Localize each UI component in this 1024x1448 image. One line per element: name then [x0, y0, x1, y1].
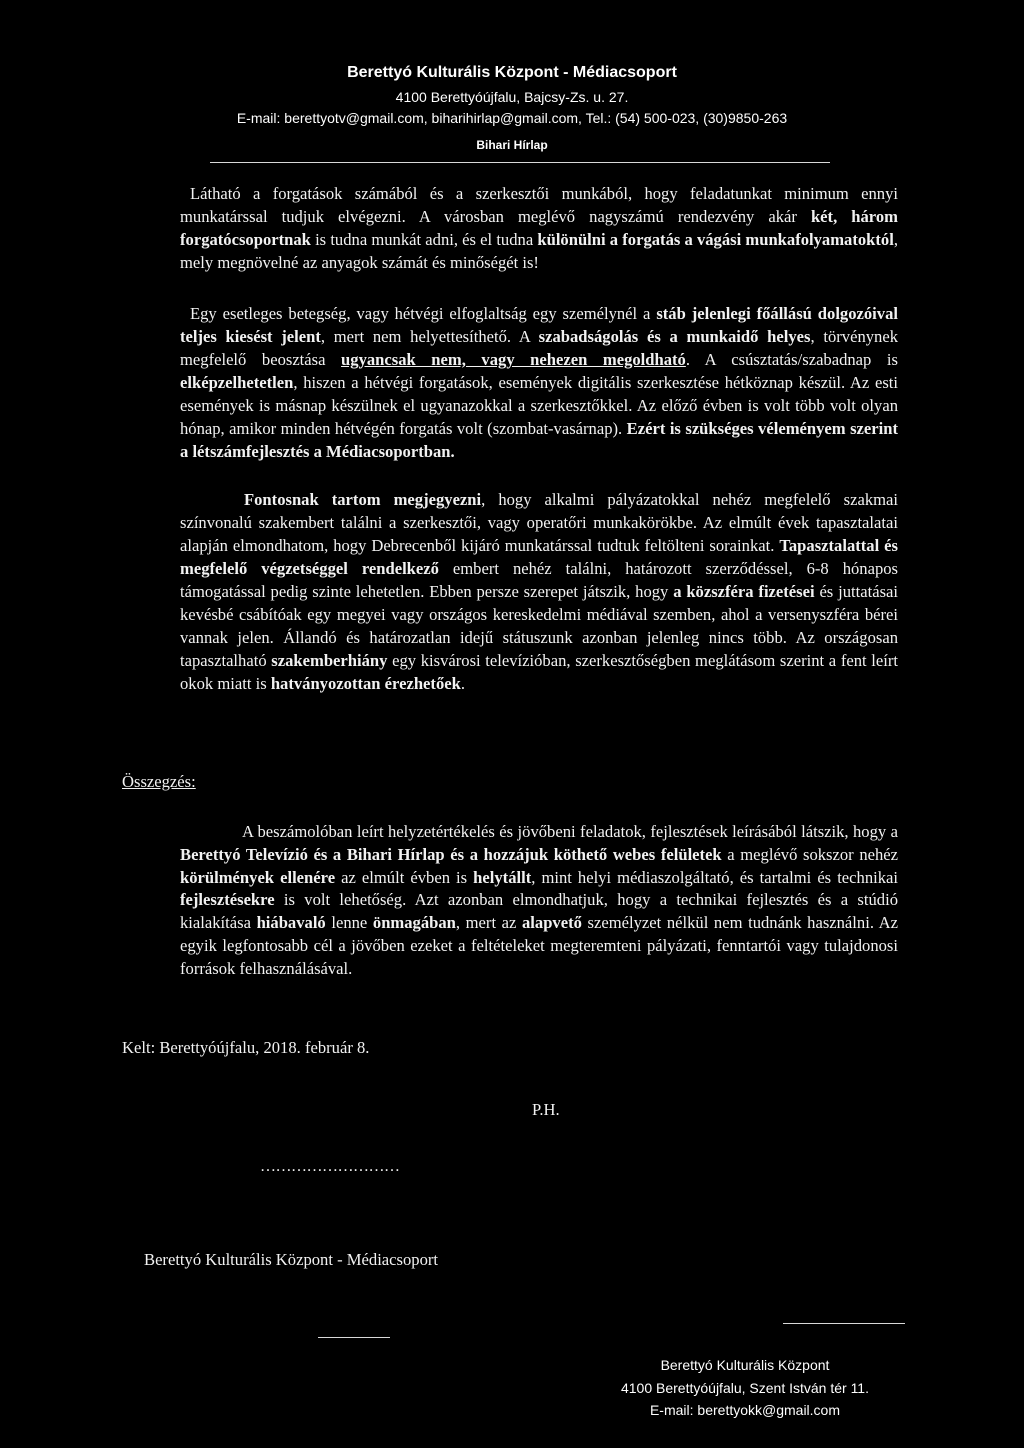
header-publication: Bihari Hírlap — [476, 138, 548, 152]
paragraph-absence-risk: Egy esetleges betegség, vagy hétvégi elfoglaltság egy személynél a stáb jelenlegi főállású dolgozóival teljes kiesést jelent, mert nem helyettesíthető. A szabadságolás és a munkaidő helyes, törvénynek megfelelő beosztása ugyancsak nem, vagy nehezen megoldható. A csúsztatás/szabadnap is elképzelhetetlen, hiszen a hétvégi forgatások, események digitális szerkesztése hétköznap készül. Az esti események is másnap készülnek el ugyanazokkal a szerkesztőkkel. Az előző évben is volt több volt olyan hónap, amikor minden hétvégén forgatás volt (szombat-vasárnap). Ezért is szükséges véleményem szerint a létszámfejlesztés a Médiacsoportban. — [180, 304, 898, 461]
paragraph-summary: A beszámolóban leírt helyzetértékelés és jövőbeni feladatok, fejlesztések leírásából látszik, hogy a Berettyó Televízió és a Bihari Hírlap és a hozzájuk köthető webes felületek a meglévő sokszor nehéz körülmények ellenére az elmúlt évben is helytállt, mint helyi médiaszolgáltató, és tartalmi és technikai fejlesztésekre is volt lehetőség. Azt azonban elmondhatjuk, hogy a technikai fejlesztés és a stúdió kialakítása hiábavaló lenne önmagában, mert az alapvető személyzet nélkül nem tudnánk használni. Az egyik legfontosabb cél a jövőben ezeket a feltételeket megteremteni pályázati, fenntartói vagy tulajdonosi források felhasználásával. — [180, 822, 899, 978]
footer-address: 4100 Berettyóújfalu, Szent István tér 11. — [620, 1380, 869, 1396]
paragraph-recruitment: Fontosnak tartom megjegyezni, hogy alkalmi pályázatokkal nehéz megfelelő szakmai színvonalú szakembert találni a szerkesztői, vagy operatőri munkakörökbe. Az elmúlt évek tapasztalatai alapján elmondhatom, hogy Debrecenből kijáró munkatárssal tudtuk feltölteni sorainkat. Tapasztalattal és megfelelő végzetséggel rendelkező embert nehéz találni, határozott szerződéssel, 6-8 hónapos támogatással pedig szinte lehetetlen. Ebben persze szerepet játszik, hogy a közszféra fizetései és juttatásai kevésbé csábítóak egy megyei vagy országos kereskedelmi médiával szemben, ahol a versenyszféra bérei vannak jelen. Állandó és határozatlan idejű státuszunk azonban jelenleg nincs több. Az országosan tapasztalható szakemberhiány egy kisvárosi televízióban, szerkesztőségben meglátásom szerint a fent leírt okok miatt is hatványozottan érezhetőek. — [180, 490, 898, 693]
header-org-name: Berettyó Kulturális Központ - Médiacsoport — [347, 64, 677, 81]
footer-short-divider — [318, 1337, 390, 1338]
header-divider — [210, 162, 830, 163]
header-address: 4100 Berettyóújfalu, Bajcsy-Zs. u. 27. — [395, 89, 629, 105]
stamp-placeholder: P.H. — [532, 1100, 560, 1119]
footer-org-name: Berettyó Kulturális Központ — [660, 1357, 830, 1373]
summary-heading: Összegzés: — [122, 772, 196, 791]
date-line: Kelt: Berettyóújfalu, 2018. február 8. — [122, 1038, 370, 1057]
footer-email: E-mail: berettyokk@gmail.com — [649, 1402, 841, 1418]
header-contact: E-mail: berettyotv@gmail.com, biharihirlap@gmail.com, Tel.: (54) 500-023, (30)9850-263 — [236, 110, 788, 126]
signer-name: Berettyó Kulturális Központ - Médiacsoport — [144, 1250, 439, 1269]
footer-divider — [783, 1323, 905, 1324]
paragraph-staff-capacity: Látható a forgatások számából és a szerkesztői munkából, hogy feladatunkat minimum ennyi munkatárssal tudjuk elvégezni. A városban meglévő nagyszámú rendezvény akár két, három forgatócsoportnak is tudna munkát adni, és el tudna különülni a forgatás a vágási munkafolyamatoktól, mely megnövelné az anyagok számát és minőségét is! — [180, 184, 898, 272]
signature-line: ……………………… — [260, 1158, 400, 1175]
